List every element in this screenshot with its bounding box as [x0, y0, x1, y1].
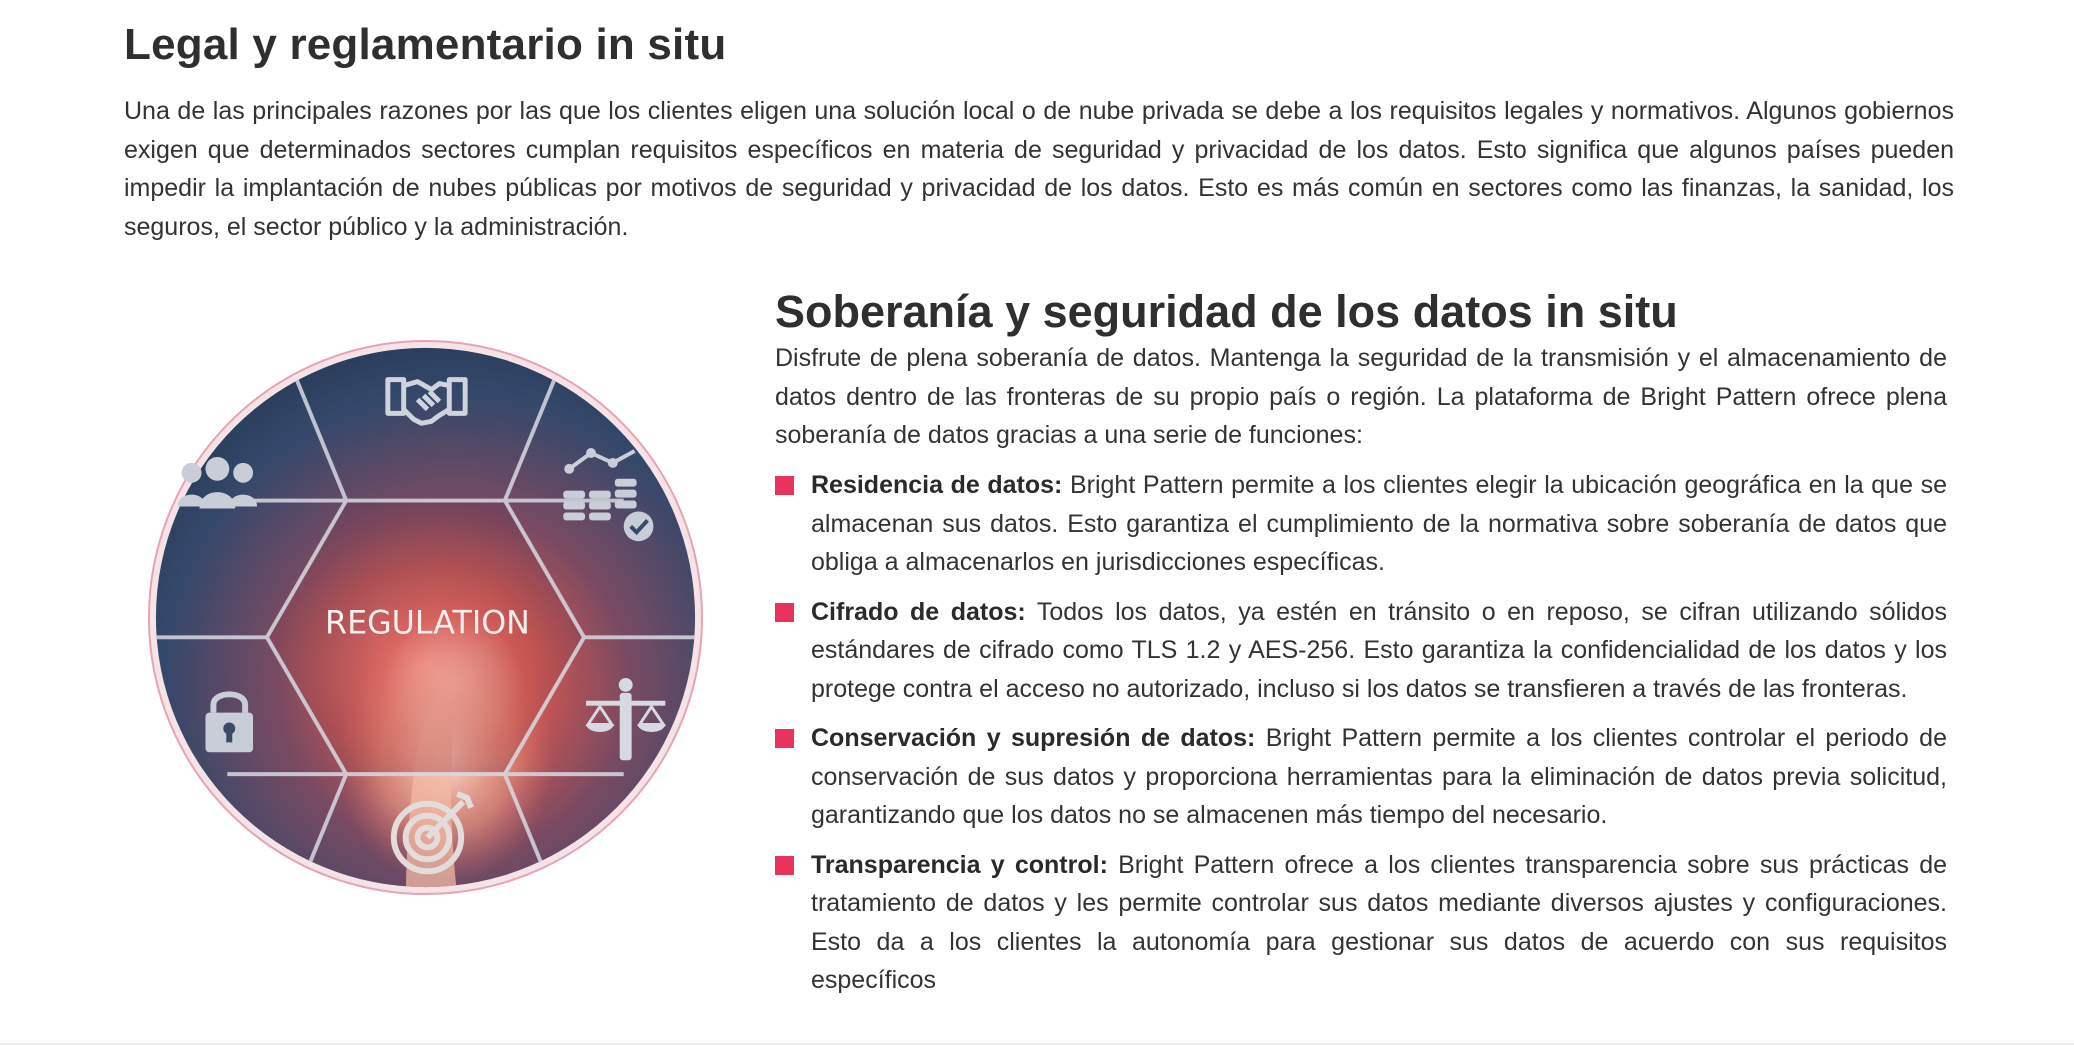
section-title-legal: Legal y reglamentario in situ: [124, 20, 727, 69]
list-item-text: [811, 466, 1947, 582]
bullet-square: [775, 476, 794, 495]
list-item-label: Cifrado de datos:: [811, 597, 1026, 626]
regulation-image: [148, 340, 703, 895]
list-item-text: [811, 719, 1947, 835]
list-item: [775, 593, 1947, 709]
list-item-description: Bright Pattern permite a los clientes elegir la ubicación geográfica en la que se almacenan sus datos. Esto garantiza el cumplimiento de la normativa sobre soberanía de datos que obliga a almacenarlos en jurisdicciones específicas.: [811, 471, 1947, 576]
list-item-description: Todos los datos, ya estén en tránsito o en reposo, se cifran utilizando sólidos estándares de cifrado como TLS 1.2 y AES-256. Esto garantiza la confidencialidad de los datos y los protege contra el acceso no autorizado, incluso si los datos se transfieren a través de las fronteras.: [811, 597, 1947, 703]
list-item-label: Residencia de datos:: [811, 471, 1063, 499]
regulation-label: REGULATION: [325, 605, 530, 642]
list-item: [775, 719, 1947, 835]
list-item-label: Transparencia y control:: [811, 850, 1108, 879]
list-item-label: Conservación y supresión de datos:: [811, 724, 1256, 752]
feature-list: [775, 466, 1947, 1011]
section-title-sovereignty: Soberanía y seguridad de los datos in situ: [775, 286, 1678, 337]
list-item: [775, 846, 1947, 1000]
sovereignty-lead-paragraph: Disfrute de plena soberanía de datos. Mantenga la seguridad de la transmisión y el almacenamiento de datos dentro de las fronteras de su propio país o región. La plataforma de Bright Pattern ofrece plena soberanía de datos gracias a una serie de funciones:: [775, 344, 1947, 449]
list-item-description: Bright Pattern ofrece a los clientes transparencia sobre sus prácticas de tratamiento de datos y les permite controlar sus datos mediante diversos ajustes y configuraciones. Esto da a los clientes la autonomía para gestionar sus datos de acuerdo con sus requisitos específicos: [811, 850, 1948, 994]
bullet-square: [775, 603, 794, 622]
list-item-text: [811, 593, 1947, 709]
list-item-text: [811, 846, 1947, 1000]
list-item: [775, 466, 1947, 582]
bottom-divider: [0, 1043, 2074, 1045]
section-intro-paragraph: Una de las principales razones por las que los clientes eligen una solución local o de nube privada se debe a los requisitos legales y normativos. Algunos gobiernos exigen que determinados sectores cumplan requisitos específicos en materia de seguridad y privacidad de los datos. Esto significa que algunos países pueden impedir la implantación de nubes públicas por motivos de seguridad y privacidad de los datos. Esto es más común en sectores como las finanzas, la sanidad, los seguros, el sector público y la administración.: [124, 97, 1954, 241]
bullet-square: [775, 729, 794, 748]
list-item-description: Bright Pattern permite a los clientes controlar el periodo de conservación de sus datos y proporciona herramientas para la eliminación de datos previa solicitud, garantizando que los datos no se almacenen más tiempo del necesario.: [811, 724, 1947, 829]
bullet-square: [775, 856, 794, 875]
